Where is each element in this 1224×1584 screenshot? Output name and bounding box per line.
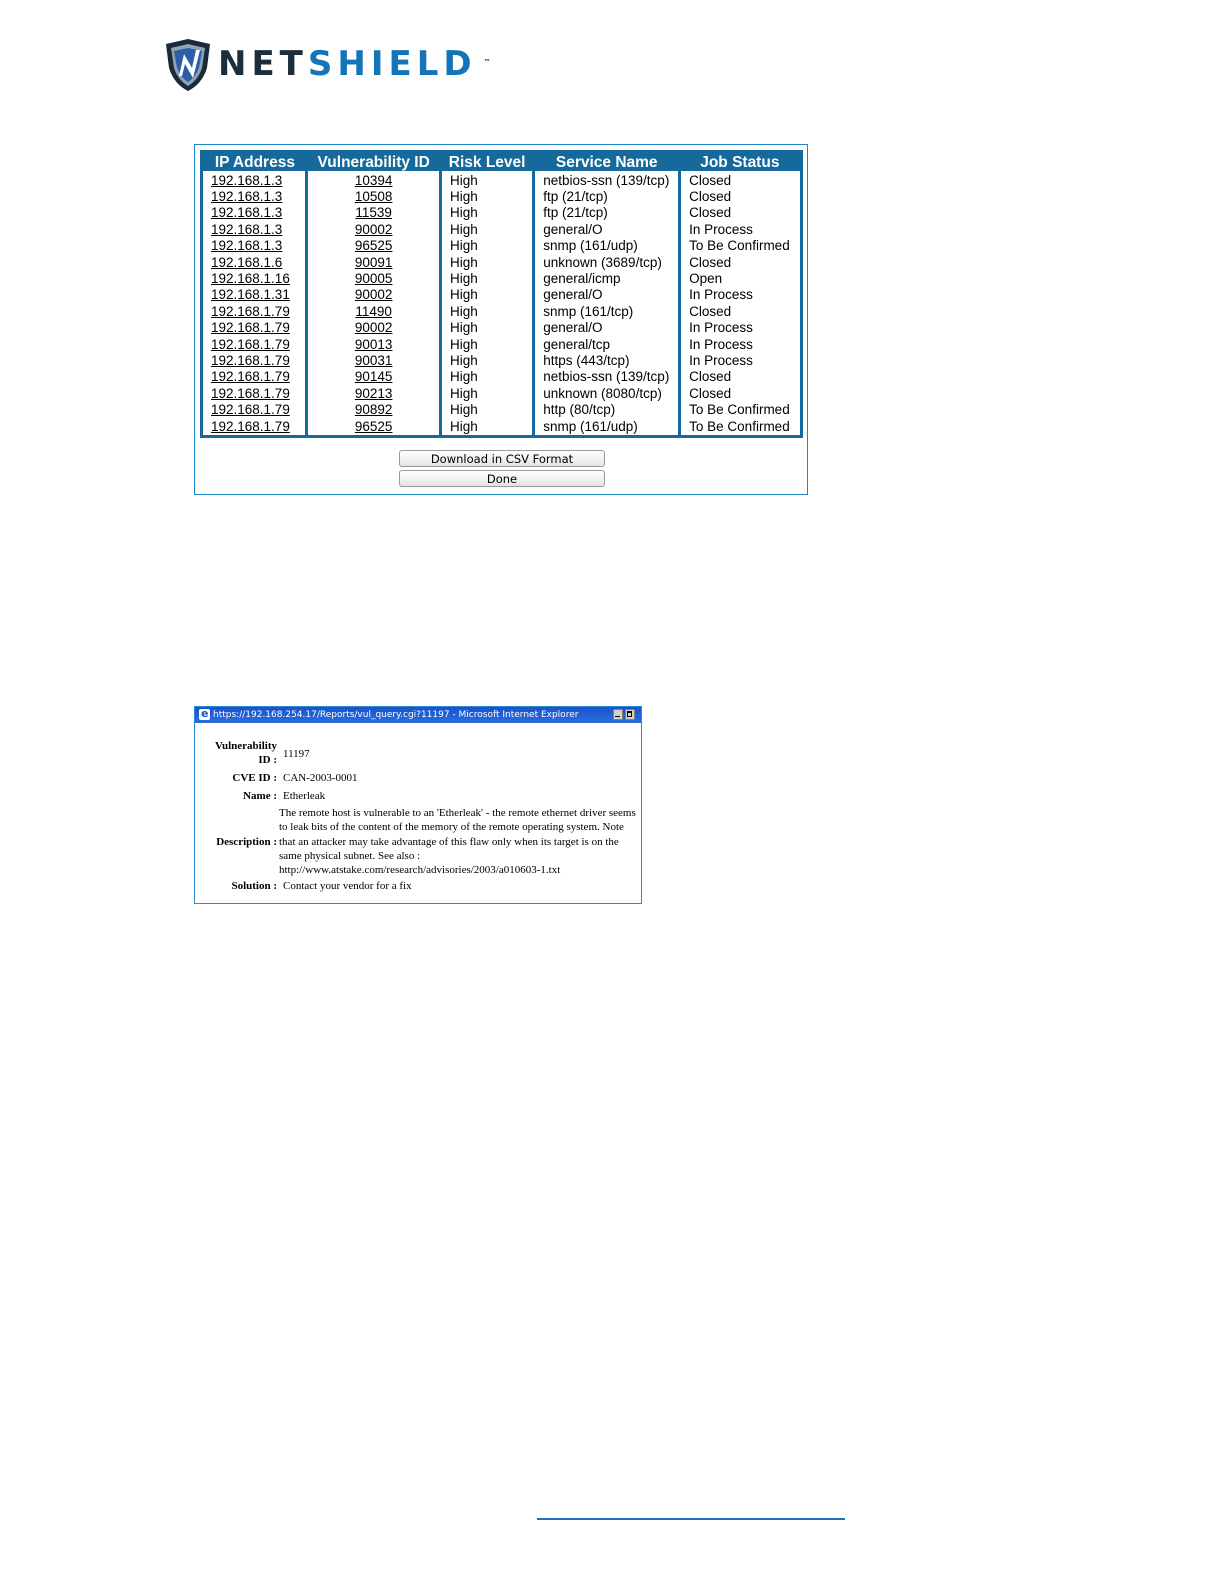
job-status-cell: Closed bbox=[680, 385, 802, 401]
header-ip-address[interactable]: IP Address bbox=[202, 152, 307, 172]
table-row bbox=[202, 270, 802, 286]
maximize-icon[interactable] bbox=[625, 709, 635, 720]
vulnerability-id-link[interactable]: 90031 bbox=[307, 352, 441, 368]
ip-address-link[interactable]: 192.168.1.79 bbox=[211, 336, 290, 352]
ip-address-link[interactable]: 192.168.1.3 bbox=[211, 238, 283, 254]
ip-address-link[interactable]: 192.168.1.3 bbox=[211, 172, 283, 188]
job-status-cell: Open bbox=[680, 270, 802, 286]
ip-address-link[interactable]: 192.168.1.3 bbox=[211, 189, 283, 205]
name-value: Etherleak bbox=[283, 790, 326, 802]
risk-level-cell: High bbox=[441, 369, 534, 385]
job-status-cell: In Process bbox=[680, 336, 802, 352]
vulnerability-id-value: 11197 bbox=[283, 748, 310, 760]
risk-level-cell: High bbox=[441, 205, 534, 221]
risk-level-cell: High bbox=[441, 352, 534, 368]
job-status-cell: Closed bbox=[680, 254, 802, 270]
table-row bbox=[202, 303, 802, 319]
service-name-cell: ftp (21/tcp) bbox=[534, 205, 680, 221]
service-name-cell: general/O bbox=[534, 221, 680, 237]
risk-level-cell: High bbox=[441, 336, 534, 352]
service-name-cell: general/O bbox=[534, 320, 680, 336]
table-row bbox=[202, 254, 802, 270]
risk-level-cell: High bbox=[441, 188, 534, 204]
done-button[interactable]: Done bbox=[399, 470, 605, 487]
service-name-cell: snmp (161/udp) bbox=[534, 238, 680, 254]
cve-id-label: CVE ID : bbox=[232, 772, 277, 784]
ip-address-link[interactable]: 192.168.1.3 bbox=[211, 221, 283, 237]
job-status-cell: Closed bbox=[680, 303, 802, 319]
window-title: https://192.168.254.17/Reports/vul_query.cgi?11197 - Microsoft Internet Explorer bbox=[213, 710, 579, 720]
service-name-cell: general/O bbox=[534, 287, 680, 303]
table-body bbox=[202, 171, 802, 437]
vulnerability-id-link[interactable]: 90005 bbox=[307, 270, 441, 286]
risk-level-cell: High bbox=[441, 320, 534, 336]
vulnerability-id-link[interactable]: 90091 bbox=[307, 254, 441, 270]
service-name-cell: http (80/tcp) bbox=[534, 401, 680, 417]
ip-address-link[interactable]: 192.168.1.79 bbox=[211, 320, 290, 336]
header-risk-level[interactable]: Risk Level bbox=[441, 152, 534, 172]
table-row bbox=[202, 221, 802, 237]
job-status-cell: Closed bbox=[680, 205, 802, 221]
vulnerability-id-link[interactable]: 90013 bbox=[307, 336, 441, 352]
risk-level-cell: High bbox=[441, 254, 534, 270]
service-name-cell: general/icmp bbox=[534, 270, 680, 286]
vulnerability-id-label: Vulnerability ID : bbox=[215, 740, 277, 766]
ip-address-link[interactable]: 192.168.1.79 bbox=[211, 418, 290, 434]
ip-address-link[interactable]: 192.168.1.79 bbox=[211, 402, 290, 418]
header-service-name[interactable]: Service Name bbox=[534, 152, 680, 172]
vulnerability-report-panel bbox=[194, 144, 808, 495]
table-row bbox=[202, 418, 802, 437]
solution-value: Contact your vendor for a fix bbox=[283, 880, 412, 892]
vulnerability-id-link[interactable]: 96525 bbox=[307, 238, 441, 254]
description-label: Description : bbox=[216, 836, 277, 848]
ip-address-link[interactable]: 192.168.1.79 bbox=[211, 385, 290, 401]
risk-level-cell: High bbox=[441, 287, 534, 303]
description-value: The remote host is vulnerable to an 'Etherleak' - the remote ethernet driver seems to leak bits of the content of the memory of the remote operating system. Note that an attacker may take advantage of this flaw only when its target is on the same physical subnet. See also : http://www.atstake.com/research/advisories/2003/a010603-1.txt bbox=[279, 807, 636, 877]
risk-level-cell: High bbox=[441, 385, 534, 401]
service-name-cell: netbios-ssn (139/tcp) bbox=[534, 369, 680, 385]
ip-address-link[interactable]: 192.168.1.79 bbox=[211, 352, 290, 368]
table-row bbox=[202, 320, 802, 336]
job-status-cell: Closed bbox=[680, 171, 802, 188]
header-job-status[interactable]: Job Status bbox=[680, 152, 802, 172]
job-status-cell: To Be Confirmed bbox=[680, 238, 802, 254]
risk-level-cell: High bbox=[441, 303, 534, 319]
vulnerability-table bbox=[200, 150, 803, 438]
ip-address-link[interactable]: 192.168.1.16 bbox=[211, 271, 290, 287]
service-name-cell: general/tcp bbox=[534, 336, 680, 352]
service-name-cell: unknown (8080/tcp) bbox=[534, 385, 680, 401]
job-status-cell: Closed bbox=[680, 369, 802, 385]
solution-label: Solution : bbox=[231, 880, 277, 892]
table-row bbox=[202, 171, 802, 188]
vulnerability-id-link[interactable]: 96525 bbox=[307, 418, 441, 437]
vulnerability-id-link[interactable]: 90002 bbox=[307, 221, 441, 237]
vulnerability-id-link[interactable]: 11490 bbox=[307, 303, 441, 319]
download-csv-button[interactable]: Download in CSV Format bbox=[399, 450, 605, 467]
cve-id-value: CAN-2003-0001 bbox=[283, 772, 358, 784]
service-name-cell: snmp (161/tcp) bbox=[534, 303, 680, 319]
risk-level-cell: High bbox=[441, 270, 534, 286]
shield-logo-icon bbox=[162, 38, 214, 92]
table-row bbox=[202, 238, 802, 254]
service-name-cell: ftp (21/tcp) bbox=[534, 188, 680, 204]
ip-address-link[interactable]: 192.168.1.6 bbox=[211, 254, 283, 270]
ip-address-link[interactable]: 192.168.1.31 bbox=[211, 287, 290, 303]
job-status-cell: In Process bbox=[680, 320, 802, 336]
window-title-bar[interactable] bbox=[195, 707, 641, 723]
name-label: Name : bbox=[243, 790, 277, 802]
job-status-cell: In Process bbox=[680, 221, 802, 237]
table-row bbox=[202, 352, 802, 368]
ip-address-link[interactable]: 192.168.1.79 bbox=[211, 303, 290, 319]
vulnerability-detail-window bbox=[194, 706, 642, 904]
ip-address-link[interactable]: 192.168.1.3 bbox=[211, 205, 283, 221]
risk-level-cell: High bbox=[441, 238, 534, 254]
table-row bbox=[202, 205, 802, 221]
job-status-cell: Closed bbox=[680, 188, 802, 204]
table-row bbox=[202, 287, 802, 303]
table-row bbox=[202, 401, 802, 417]
vulnerability-id-link[interactable]: 10394 bbox=[307, 171, 441, 188]
table-row bbox=[202, 369, 802, 385]
header-vulnerability-id[interactable]: Vulnerability ID bbox=[307, 152, 441, 172]
job-status-cell: In Process bbox=[680, 352, 802, 368]
vulnerability-id-link[interactable]: 11539 bbox=[307, 205, 441, 221]
service-name-cell: unknown (3689/tcp) bbox=[534, 254, 680, 270]
risk-level-cell: High bbox=[441, 221, 534, 237]
vulnerability-id-link[interactable]: 90892 bbox=[307, 401, 441, 417]
table-row bbox=[202, 385, 802, 401]
vulnerability-id-link[interactable]: 90002 bbox=[307, 287, 441, 303]
job-status-cell: To Be Confirmed bbox=[680, 401, 802, 417]
brand-part-shield: SHIELD bbox=[307, 44, 477, 84]
vulnerability-id-link[interactable]: 10508 bbox=[307, 188, 441, 204]
job-status-cell: To Be Confirmed bbox=[680, 418, 802, 437]
table-header-row bbox=[202, 152, 802, 172]
risk-level-cell: High bbox=[441, 401, 534, 417]
vulnerability-id-link[interactable]: 90002 bbox=[307, 320, 441, 336]
vulnerability-id-link[interactable]: 90145 bbox=[307, 369, 441, 385]
ip-address-link[interactable]: 192.168.1.79 bbox=[211, 369, 290, 385]
brand-wordmark bbox=[218, 44, 491, 84]
job-status-cell: In Process bbox=[680, 287, 802, 303]
netshield-logo bbox=[162, 38, 552, 94]
risk-level-cell: High bbox=[441, 171, 534, 188]
table-row bbox=[202, 188, 802, 204]
footer-divider bbox=[537, 1518, 845, 1520]
brand-part-net: NET bbox=[218, 44, 308, 84]
risk-level-cell: High bbox=[441, 418, 534, 437]
service-name-cell: snmp (161/udp) bbox=[534, 418, 680, 437]
minimize-icon[interactable] bbox=[613, 709, 623, 720]
table-row bbox=[202, 336, 802, 352]
service-name-cell: netbios-ssn (139/tcp) bbox=[534, 171, 680, 188]
vulnerability-id-link[interactable]: 90213 bbox=[307, 385, 441, 401]
service-name-cell: https (443/tcp) bbox=[534, 352, 680, 368]
ie-logo-icon: e bbox=[201, 707, 209, 720]
trademark-mark: ™ bbox=[483, 58, 491, 66]
